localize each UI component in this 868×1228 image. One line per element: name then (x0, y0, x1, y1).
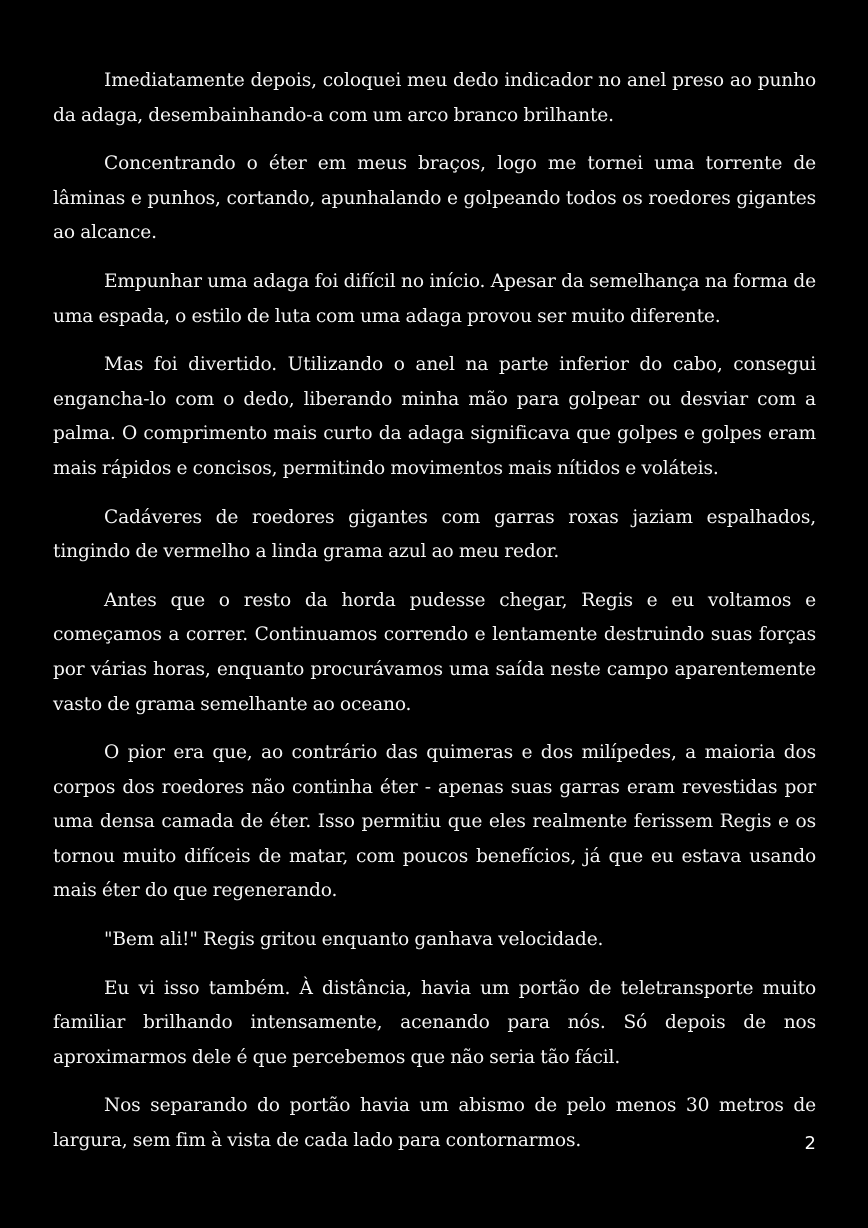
page-number: 2 (804, 1133, 816, 1154)
paragraph-7: O pior era que, ao contrário das quimeras e dos milípedes, a maioria dos corpos dos roedores não continha éter - apenas suas garras eram revestidas por uma densa camada de éter. Isso permitiu que eles realmente ferissem Regis e os tornou muito difíceis de matar, com poucos benefícios, já que eu estava usando mais éter do que regenerando. (53, 742, 816, 902)
paragraph-3: Empunhar uma adaga foi difícil no início. Apesar da semelhança na forma de uma espada, o estilo de luta com uma adaga provou ser muito diferente. (53, 270, 816, 327)
paragraph-10: Nos separando do portão havia um abismo de pelo menos 30 metros de largura, sem fim à vista de cada lado para contornarmos. (53, 1095, 816, 1152)
paragraph-6: Antes que o resto da horda pudesse chegar, Regis e eu voltamos e começamos a correr. Continuamos correndo e lentamente destruindo suas forças por várias horas, enquanto procurávamos uma saída neste campo aparentemente vasto de grama semelhante ao oceano. (53, 589, 816, 715)
paragraph-1: Imediatamente depois, coloquei meu dedo indicador no anel preso ao punho da adaga, desembainhando-a com um arco branco brilhante. (53, 70, 816, 126)
paragraph-9: Eu vi isso também. À distância, havia um portão de teletransporte muito familiar brilhando intensamente, acenando para nós. Só depois de nos aproximarmos dele é que percebemos que não seria tão fácil. (53, 977, 816, 1068)
paragraph-2: Concentrando o éter em meus braços, logo me tornei uma torrente de lâminas e punhos, cortando, apunhalando e golpeando todos os roedores gigantes ao alcance. (53, 153, 816, 244)
paragraph-4: Mas foi divertido. Utilizando o anel na parte inferior do cabo, consegui engancha-lo com o dedo, liberando minha mão para golpear ou desviar com a palma. O comprimento mais curto da adaga significava que golpes e golpes eram mais rápidos e concisos, permitindo movimentos mais nítidos e voláteis. (53, 354, 816, 479)
paragraph-5: Cadáveres de roedores gigantes com garras roxas jaziam espalhados, tingindo de vermelho a linda grama azul ao meu redor. (53, 506, 816, 563)
paragraph-8: "Bem ali!" Regis gritou enquanto ganhava velocidade. (104, 929, 604, 951)
text-body (53, 64, 816, 1173)
